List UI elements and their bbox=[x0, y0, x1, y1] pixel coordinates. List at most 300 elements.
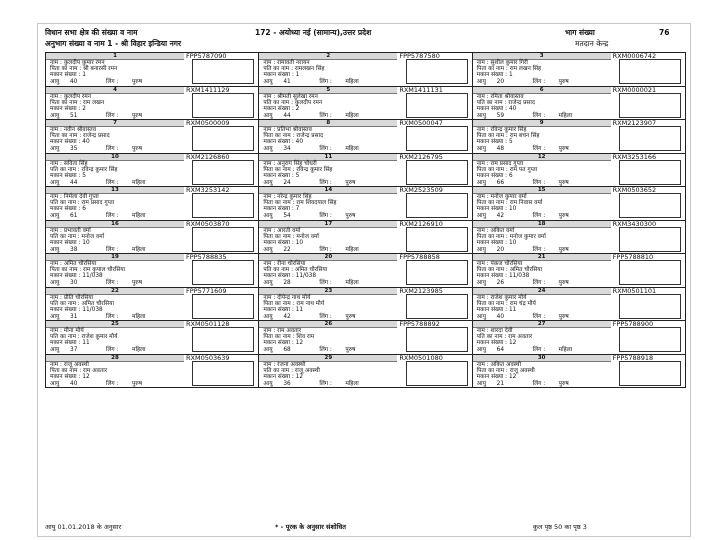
gender-label: लिंग : bbox=[319, 347, 332, 353]
page-count: कुल पृष्ठ 50 का पृष्ठ 3 bbox=[533, 523, 587, 531]
name-label: नाम : bbox=[50, 294, 62, 301]
age-value: 51 bbox=[70, 112, 78, 119]
house-number: 11/038 bbox=[82, 273, 103, 279]
house-number: 5 bbox=[295, 172, 300, 179]
voter-card bbox=[259, 288, 472, 322]
photo-box bbox=[192, 361, 254, 386]
relation-name: पिता का नाम : मनोज वर्मा bbox=[263, 233, 319, 240]
constituency-name: 172 - अयोध्या नई (सामान्य),उत्तर प्रदेश bbox=[255, 28, 372, 37]
epic-number: FPP5787580 bbox=[399, 53, 440, 60]
voter-name: राजू अवस्थी bbox=[63, 361, 89, 368]
voter-card bbox=[46, 355, 259, 389]
voter-card bbox=[46, 187, 259, 221]
voter-name: रमिता श्रीवास्तव bbox=[490, 93, 524, 100]
relation-name: पिता का नाम : मनोज कुमार वर्मा bbox=[476, 233, 546, 240]
age-value: 48 bbox=[496, 146, 505, 152]
house-label: मकान संख्या : bbox=[476, 340, 508, 346]
serial-number: 4 bbox=[46, 87, 184, 94]
voter-card bbox=[259, 120, 472, 154]
gender-value: पुरुष bbox=[558, 280, 569, 286]
name-label: नाम : bbox=[263, 93, 276, 100]
epic-number: RXM0503652 bbox=[612, 187, 657, 194]
age-label: आयु bbox=[50, 380, 60, 387]
house-label: मकान संख्या : bbox=[476, 273, 508, 279]
voter-name: रंजना अवस्थी bbox=[277, 361, 306, 368]
gender-value: महिला bbox=[345, 380, 359, 387]
name-label: नाम : bbox=[476, 127, 489, 133]
voter-card bbox=[46, 288, 259, 322]
photo-box bbox=[406, 193, 468, 218]
voter-name: नवीन श्रीवास्तव bbox=[63, 127, 96, 133]
voter-name: सुशील कुमार गिरी bbox=[490, 60, 528, 66]
age-label: आयु bbox=[50, 179, 60, 186]
epic-number: RXM2126795 bbox=[399, 153, 443, 161]
house-number-row bbox=[50, 106, 86, 113]
name-label: नाम : bbox=[50, 227, 62, 234]
house-number-row bbox=[477, 307, 517, 314]
house-number-row bbox=[263, 72, 299, 79]
voter-name: रीना चौरसिया bbox=[277, 261, 306, 267]
assembly-constituency-label: विधान सभा क्षेत्र की संख्या व नाम bbox=[45, 28, 138, 37]
photo-box bbox=[406, 294, 468, 319]
photo-box bbox=[406, 227, 468, 252]
photo-box bbox=[192, 160, 254, 185]
photo-box bbox=[192, 193, 254, 218]
relation-name: पति का नाम : रविन्द्र कुमार सिंह bbox=[50, 166, 118, 173]
age-label: आयु bbox=[476, 179, 486, 186]
epic-number: RXM0503870 bbox=[186, 220, 230, 228]
relation-name: पिता का नाम : राजेन्द्र प्रसाद bbox=[263, 133, 324, 139]
house-number-row bbox=[477, 106, 517, 113]
age-label: आयु bbox=[50, 280, 60, 286]
age-value: 59 bbox=[496, 112, 505, 119]
gender-value: पुरुष bbox=[558, 246, 569, 253]
photo-box bbox=[619, 327, 681, 352]
age-value: 40 bbox=[70, 79, 78, 85]
epic-number: RXM3253142 bbox=[186, 187, 230, 194]
house-number: 6 bbox=[82, 206, 86, 212]
house-number: 1 bbox=[82, 72, 86, 78]
relation-name: पिता का नाम : शिव राम bbox=[263, 334, 315, 340]
serial-number: 22 bbox=[46, 288, 184, 295]
gender-value: महिला bbox=[132, 213, 146, 219]
relation-name: पति का नाम : राम प्रसाद गुप्ता bbox=[50, 200, 115, 206]
part-number: 76 bbox=[659, 28, 670, 37]
age-value: 31 bbox=[70, 313, 78, 320]
epic-number: FPP5771609 bbox=[186, 287, 227, 295]
age-label: आयु bbox=[263, 79, 273, 85]
house-number-row bbox=[477, 72, 513, 79]
name-label: नाम : bbox=[50, 194, 62, 200]
age-label: आयु bbox=[263, 280, 273, 286]
voter-name: राजेश कुमार मौर्य bbox=[490, 294, 527, 301]
voter-name: पंकज चौरसिया bbox=[490, 261, 523, 267]
serial-number: 14 bbox=[259, 187, 397, 194]
age-value: 24 bbox=[283, 179, 291, 186]
age-label: आयु bbox=[263, 380, 273, 387]
gender-value: पुरुष bbox=[345, 213, 356, 219]
voter-name: अंकित अवस्थी bbox=[490, 361, 522, 368]
serial-number: 28 bbox=[46, 355, 184, 362]
electoral-roll-page bbox=[38, 24, 690, 536]
age-label: आयु bbox=[50, 347, 60, 353]
age-label: आयु bbox=[50, 79, 60, 85]
voter-name: कुलदीप रमन bbox=[63, 93, 91, 100]
voter-card bbox=[46, 87, 259, 121]
supplement-note: * - पूरक के अनुसार संशोधित bbox=[275, 523, 346, 531]
house-label: मकान संख्या : bbox=[476, 306, 508, 313]
age-value: 34 bbox=[283, 146, 291, 152]
voter-name: शारदा देवी bbox=[490, 328, 513, 334]
page-footer bbox=[45, 523, 685, 533]
house-number: 2 bbox=[82, 105, 86, 112]
age-value: 20 bbox=[496, 79, 505, 85]
relation-name: पिता का नाम : राजू अवस्थी bbox=[476, 367, 535, 374]
age-label: आयु bbox=[476, 146, 486, 152]
house-number: 2 bbox=[295, 105, 300, 112]
serial-number: 3 bbox=[473, 53, 611, 60]
house-number: 12 bbox=[508, 373, 517, 380]
gender-value: पुरुष bbox=[132, 112, 143, 119]
voter-card bbox=[473, 187, 686, 221]
gender-label: लिंग : bbox=[532, 347, 546, 353]
voter-card bbox=[259, 154, 472, 188]
gender-label: लिंग : bbox=[319, 179, 332, 186]
gender-label: लिंग : bbox=[319, 380, 332, 387]
house-number: 11 bbox=[82, 340, 90, 346]
gender-value: महिला bbox=[345, 246, 359, 253]
voter-name: प्रीति चौरसिया bbox=[63, 294, 94, 301]
voter-name: अमित चौरसिया bbox=[63, 261, 97, 267]
serial-number: 15 bbox=[473, 187, 611, 194]
age-label: आयु bbox=[263, 112, 273, 119]
serial-number: 13 bbox=[46, 187, 184, 194]
house-label: मकान संख्या : bbox=[263, 139, 294, 145]
photo-box bbox=[619, 294, 681, 319]
gender-value: महिला bbox=[345, 146, 359, 152]
voter-name: श्रीमती सुलेखा रमन bbox=[277, 93, 318, 100]
age-value: 36 bbox=[283, 380, 291, 387]
photo-box bbox=[619, 227, 681, 252]
gender-label: लिंग : bbox=[106, 179, 119, 186]
epic-number: RXM3253166 bbox=[612, 153, 657, 161]
age-value: 28 bbox=[283, 280, 291, 286]
house-label: मकान संख्या : bbox=[263, 172, 294, 179]
house-number: 6 bbox=[508, 172, 513, 179]
house-label: मकान संख्या : bbox=[476, 172, 508, 179]
gender-label: लिंग : bbox=[106, 246, 119, 253]
house-label: मकान संख्या : bbox=[263, 373, 294, 380]
house-number-row bbox=[50, 307, 103, 314]
age-value: 66 bbox=[496, 179, 505, 186]
house-label: मकान संख्या : bbox=[476, 72, 508, 78]
serial-number: 5 bbox=[259, 87, 397, 94]
name-label: नाम : bbox=[476, 60, 489, 66]
voter-card bbox=[473, 355, 686, 389]
age-label: आयु bbox=[476, 347, 486, 353]
gender-label: लिंग : bbox=[106, 347, 119, 353]
age-value: 61 bbox=[70, 213, 78, 219]
serial-number: 25 bbox=[46, 321, 184, 328]
gender-value: पुरुष bbox=[345, 179, 356, 186]
name-label: नाम : bbox=[476, 294, 489, 301]
gender-label: लिंग : bbox=[106, 79, 119, 85]
relation-name: पिता का नाम : अमित चौरसिया bbox=[476, 267, 543, 273]
epic-number: RXM3430300 bbox=[612, 220, 657, 228]
photo-box bbox=[619, 260, 681, 285]
gender-value: पुरुष bbox=[558, 380, 569, 387]
relation-name: पिता का नाम : राम बचन सिंह bbox=[476, 133, 540, 139]
gender-value: महिला bbox=[132, 246, 146, 253]
name-label: नाम : bbox=[50, 93, 62, 100]
house-number-row bbox=[50, 206, 86, 213]
house-label: मकान संख्या : bbox=[476, 105, 508, 112]
house-number-row bbox=[263, 273, 316, 280]
name-label: नाम : bbox=[476, 328, 489, 334]
name-label: नाम : bbox=[263, 261, 276, 267]
serial-number: 29 bbox=[259, 355, 397, 362]
photo-box bbox=[192, 126, 254, 151]
gender-value: पुरुष bbox=[132, 380, 143, 387]
epic-number: FPP5788918 bbox=[612, 354, 654, 362]
voter-card bbox=[46, 154, 259, 188]
age-label: आयु bbox=[263, 246, 273, 253]
photo-box bbox=[192, 93, 254, 118]
relation-name: पति का नाम : राजेन्द्र प्रसाद bbox=[476, 99, 535, 106]
voter-name: प्रतिभा श्रीवास्तव bbox=[277, 127, 312, 133]
house-number: 11/038 bbox=[82, 306, 103, 313]
house-number: 10 bbox=[295, 239, 304, 246]
voter-name: रविन्द्र कुमार सिंह bbox=[490, 127, 527, 133]
photo-box bbox=[192, 327, 254, 352]
house-number: 10 bbox=[508, 239, 517, 246]
voter-card bbox=[259, 87, 472, 121]
house-number-row bbox=[50, 139, 90, 146]
name-label: नाम : bbox=[263, 127, 276, 133]
gender-label: लिंग : bbox=[532, 280, 546, 286]
photo-box bbox=[192, 227, 254, 252]
voter-card bbox=[259, 187, 472, 221]
age-value: 21 bbox=[496, 380, 505, 387]
house-number: 11/038 bbox=[508, 273, 530, 279]
house-number-row bbox=[50, 340, 90, 347]
name-label: नाम : bbox=[476, 160, 489, 167]
serial-number: 7 bbox=[46, 120, 184, 127]
age-label: आयु bbox=[263, 179, 273, 186]
house-label: मकान संख्या : bbox=[50, 206, 81, 212]
voter-name: प्रभावती वर्मा bbox=[63, 227, 91, 234]
gender-label: लिंग : bbox=[532, 380, 546, 387]
photo-box bbox=[406, 260, 468, 285]
voter-grid bbox=[45, 52, 686, 388]
age-value: 41 bbox=[283, 79, 291, 85]
house-label: मकान संख्या : bbox=[263, 72, 294, 78]
name-label: नाम : bbox=[263, 194, 276, 200]
age-value: 44 bbox=[70, 179, 78, 186]
gender-value: पुरुष bbox=[132, 146, 143, 152]
name-label: नाम : bbox=[263, 294, 276, 301]
name-label: नाम : bbox=[263, 361, 276, 368]
house-number: 12 bbox=[82, 373, 90, 380]
house-number: 11/038 bbox=[295, 273, 317, 279]
voter-name: सविता सिंह bbox=[63, 160, 88, 167]
name-label: नाम : bbox=[263, 328, 276, 334]
name-label: नाम : bbox=[476, 93, 489, 100]
name-label: नाम : bbox=[476, 361, 489, 368]
photo-box bbox=[406, 59, 468, 84]
part-number-label: भाग संख्या bbox=[565, 28, 595, 37]
voter-card bbox=[46, 221, 259, 255]
relation-name: पिता का नाम : राम शिवदयाल सिंह bbox=[263, 200, 337, 206]
photo-box bbox=[192, 294, 254, 319]
house-number: 10 bbox=[508, 206, 517, 212]
age-basis-note: आयु 01.01.2018 के अनुसार bbox=[45, 523, 122, 531]
epic-number: RXM1411129 bbox=[186, 86, 230, 94]
epic-number: RXM0006742 bbox=[612, 53, 657, 60]
house-label: मकान संख्या : bbox=[50, 273, 81, 279]
gender-value: पुरुष bbox=[345, 313, 356, 320]
serial-number: 30 bbox=[473, 355, 611, 362]
relation-name: पिता का नाम : राम नाथ मौर्य bbox=[263, 300, 325, 307]
serial-number: 9 bbox=[473, 120, 611, 127]
voter-card bbox=[259, 321, 472, 355]
age-label: आयु bbox=[476, 112, 486, 119]
house-number-row bbox=[50, 240, 90, 247]
gender-label: लिंग : bbox=[319, 246, 332, 253]
relation-name: पिता का नाम : राम पत गुप्ता bbox=[476, 166, 538, 173]
voter-card bbox=[46, 254, 259, 288]
photo-box bbox=[406, 126, 468, 151]
relation-name: पति का नाम : रामलखन सिंह bbox=[263, 66, 325, 72]
house-number-row bbox=[263, 307, 303, 314]
house-number: 10 bbox=[82, 239, 90, 246]
age-value: 22 bbox=[283, 246, 291, 253]
age-label: आयु bbox=[50, 213, 60, 219]
serial-number: 19 bbox=[46, 254, 184, 261]
serial-number: 24 bbox=[473, 288, 611, 295]
serial-number: 11 bbox=[259, 154, 397, 161]
gender-label: लिंग : bbox=[532, 79, 546, 85]
relation-name: पिता का नाम : राम चंद्र मौर्य bbox=[476, 300, 536, 307]
house-number: 1 bbox=[295, 72, 300, 78]
house-label: मकान संख्या : bbox=[263, 306, 294, 313]
house-number-row bbox=[263, 374, 303, 381]
page-header bbox=[45, 28, 685, 54]
photo-box bbox=[406, 93, 468, 118]
photo-box bbox=[619, 59, 681, 84]
gender-value: पुरुष bbox=[558, 213, 569, 219]
epic-number: RXM2123907 bbox=[612, 120, 657, 127]
age-value: 40 bbox=[70, 380, 78, 387]
age-value: 35 bbox=[70, 146, 78, 152]
epic-number: RXM0500047 bbox=[399, 120, 443, 127]
age-value: 54 bbox=[283, 213, 291, 219]
voter-name: नरेन्द्र कुमार सिंह bbox=[277, 194, 312, 200]
epic-number: RXM2126860 bbox=[186, 153, 230, 161]
voter-card bbox=[473, 254, 686, 288]
serial-number: 8 bbox=[259, 120, 397, 127]
photo-box bbox=[406, 361, 468, 386]
house-label: मकान संख्या : bbox=[50, 139, 81, 145]
gender-value: पुरुष bbox=[132, 280, 143, 286]
gender-value: महिला bbox=[345, 112, 359, 119]
house-number: 12 bbox=[295, 373, 304, 380]
serial-number: 27 bbox=[473, 321, 611, 328]
relation-name: पति का नाम : राजेश कुमार मौर्य bbox=[50, 334, 118, 340]
voter-card bbox=[473, 154, 686, 188]
voter-card bbox=[46, 120, 259, 154]
age-value: 68 bbox=[283, 347, 291, 353]
house-label: मकान संख्या : bbox=[50, 340, 81, 346]
serial-number: 6 bbox=[473, 87, 611, 94]
gender-label: लिंग : bbox=[532, 213, 546, 219]
house-number-row bbox=[263, 173, 299, 180]
photo-box bbox=[192, 59, 254, 84]
relation-name: पिता का नाम : राम अवतार bbox=[50, 367, 108, 374]
gender-value: महिला bbox=[345, 280, 359, 286]
gender-label: लिंग : bbox=[106, 280, 119, 286]
epic-number: RXM0500009 bbox=[186, 120, 230, 127]
gender-value: पुरुष bbox=[558, 79, 569, 85]
age-value: 42 bbox=[496, 213, 505, 219]
epic-number: FPP5787090 bbox=[186, 53, 227, 60]
age-label: आयु bbox=[263, 213, 273, 219]
photo-box bbox=[619, 193, 681, 218]
relation-name: पिता का नाम : राम निवास वर्मा bbox=[476, 200, 543, 206]
voter-card bbox=[259, 355, 472, 389]
gender-value: पुरुष bbox=[558, 179, 569, 186]
voter-card bbox=[473, 321, 686, 355]
house-number-row bbox=[50, 72, 86, 79]
relation-name: पिता का नाम : राजेन्द्र प्रसाद bbox=[50, 133, 110, 139]
house-number: 12 bbox=[508, 340, 517, 346]
relation-name: पति का नाम : अमित चौरसिया bbox=[50, 300, 114, 307]
age-label: आयु bbox=[263, 146, 273, 152]
age-label: आयु bbox=[476, 246, 486, 253]
name-label: नाम : bbox=[50, 160, 62, 167]
house-number-row bbox=[477, 273, 530, 280]
voter-card bbox=[46, 53, 259, 87]
relation-name: पिता का नाम : राम लखन सिंह bbox=[476, 66, 542, 72]
house-label: मकान संख्या : bbox=[50, 72, 81, 78]
epic-number: RXM2126910 bbox=[399, 220, 443, 228]
voter-name: मनोज कुमार वर्मा bbox=[490, 194, 527, 200]
gender-label: लिंग : bbox=[532, 246, 546, 253]
photo-box bbox=[619, 160, 681, 185]
age-label: आयु bbox=[476, 280, 486, 286]
photo-box bbox=[619, 361, 681, 386]
gender-label: लिंग : bbox=[106, 213, 119, 219]
polling-station-label: मतदान केन्द्र bbox=[575, 39, 609, 48]
gender-label: लिंग : bbox=[319, 280, 332, 286]
house-number-row bbox=[263, 106, 299, 113]
voter-card bbox=[473, 87, 686, 121]
name-label: नाम : bbox=[476, 194, 489, 200]
age-value: 20 bbox=[496, 246, 505, 253]
house-label: मकान संख्या : bbox=[50, 306, 81, 313]
gender-value: महिला bbox=[558, 347, 573, 353]
photo-box bbox=[192, 260, 254, 285]
age-value: 37 bbox=[70, 347, 78, 353]
serial-number: 16 bbox=[46, 221, 184, 228]
epic-number: FPP5788810 bbox=[612, 254, 654, 261]
age-label: आयु bbox=[263, 313, 273, 320]
name-label: नाम : bbox=[50, 127, 62, 133]
epic-number: FPP5788900 bbox=[612, 321, 654, 328]
relation-name: पिता का नाम : राम लखन bbox=[50, 99, 105, 106]
gender-label: लिंग : bbox=[106, 313, 119, 320]
epic-number: RXM2123985 bbox=[399, 287, 443, 295]
